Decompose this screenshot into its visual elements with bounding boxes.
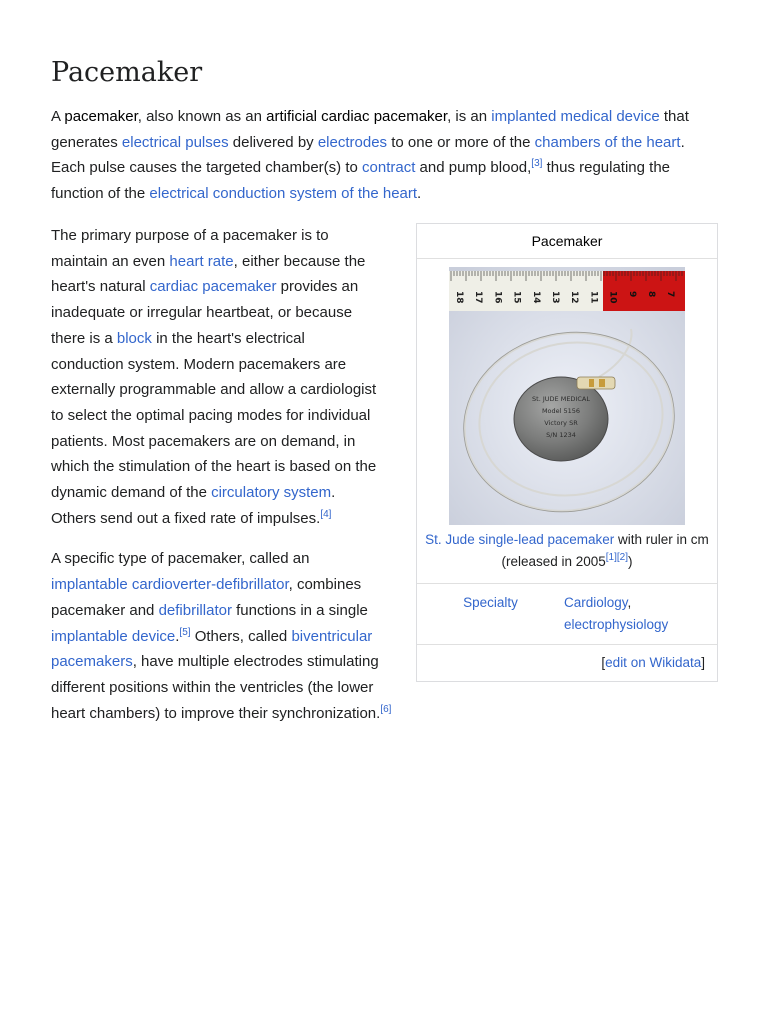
citation-5[interactable]: [5] (179, 626, 191, 638)
link-defibrillator[interactable]: defibrillator (158, 601, 232, 619)
text: . Each pulse causes the targeted chamber(s) to (51, 133, 685, 177)
link-electrophysiology[interactable]: electrophysiology (564, 617, 669, 632)
text: functions in a single (231, 601, 368, 619)
link-edit-on-wikidata[interactable]: edit on Wikidata (605, 655, 702, 670)
text: , have multiple electrodes stimulating different positions within the ventricles (the lower heart chambers) to improve their synchronization. (51, 653, 381, 722)
ruler-number: 14 (530, 291, 541, 304)
text: . (175, 627, 180, 645)
text: to one or more of the (387, 133, 535, 151)
lead-paragraph (51, 104, 718, 207)
ruler-number: 13 (550, 291, 560, 304)
article-body (51, 223, 718, 726)
link-circulatory-system[interactable]: circulatory system (211, 484, 332, 502)
link-chambers-of-the-heart[interactable]: chambers of the heart (534, 133, 681, 151)
text: A specific type of pacemaker, called an (51, 550, 310, 568)
text: , combines pacemaker and (51, 576, 362, 619)
bold-term: artificial cardiac pacemaker (266, 108, 448, 125)
ruler-number: 18 (454, 291, 464, 304)
infobox-edit (417, 645, 717, 681)
engraving-line: S/N 1234 (546, 431, 576, 439)
text: . Others send out a fixed rate of impulses. (51, 484, 336, 527)
citation-6[interactable]: [6] (380, 703, 392, 715)
text: that generates (51, 108, 689, 151)
link-specialty[interactable]: Specialty (463, 595, 518, 610)
link-implantable-device[interactable]: implantable device (51, 627, 176, 645)
link-cardiac-pacemaker[interactable]: cardiac pacemaker (149, 278, 277, 296)
ruler-number: 8 (646, 291, 656, 298)
ruler-number: 11 (588, 291, 599, 304)
ruler-number: 12 (569, 291, 580, 304)
infobox-image-container (417, 259, 717, 529)
citation-1[interactable]: [1] (605, 552, 617, 563)
text: , (627, 595, 632, 610)
pacemaker-photo[interactable] (449, 267, 685, 525)
text: provides an inadequate or irregular heartbeat, or because there is a (51, 278, 359, 347)
link-st-jude-pacemaker[interactable]: St. Jude single-lead pacemaker (425, 532, 615, 547)
link-cardiology[interactable]: Cardiology (564, 595, 628, 610)
text: , either because the heart's natural (51, 252, 366, 296)
link-icd[interactable]: implantable cardioverter-defibrillator (51, 576, 289, 594)
link-block[interactable]: block (116, 329, 152, 347)
link-heart-rate[interactable]: heart rate (169, 252, 234, 270)
infobox (416, 223, 718, 682)
link-electrical-conduction-system[interactable]: electrical conduction system of the heart (149, 185, 418, 203)
infobox-caption (417, 529, 717, 584)
page-title: Pacemaker (51, 57, 203, 88)
text: in the heart's electrical conduction system. Modern pacemakers are externally programmable and allow a cardiologist to select the optimal pacing modes for individual patients. Most pacemakers are on demand, in which the stimulation of the heart is based on the dynamic demand of the (51, 329, 377, 502)
ruler-number: 10 (607, 291, 618, 304)
text: . (417, 185, 422, 203)
link-implanted-medical-device[interactable]: implanted medical device (491, 108, 660, 125)
link-contract[interactable]: contract (362, 159, 416, 177)
specialty-value (564, 592, 717, 636)
text: delivered by (228, 133, 318, 151)
infobox-row-specialty (417, 584, 717, 645)
ruler-number: 7 (665, 291, 676, 298)
specialty-label (417, 592, 564, 636)
text: , also known as an (137, 108, 267, 125)
engraving-line: Model 5156 (541, 407, 581, 415)
infobox-title: Pacemaker (417, 224, 717, 259)
ruler-number: 16 (492, 291, 503, 304)
link-electrodes[interactable]: electrodes (317, 133, 388, 151)
text: The primary purpose of a pacemaker is to maintain an even (51, 227, 329, 270)
citation-3[interactable]: [3] (531, 158, 543, 170)
citation-4[interactable]: [4] (320, 508, 332, 520)
ruler-number: 15 (511, 291, 522, 304)
text: ) (628, 554, 633, 569)
ruler-number: 9 (626, 291, 637, 298)
citation-2[interactable]: [2] (616, 552, 629, 563)
bracket: [ (601, 655, 606, 670)
bold-term: pacemaker (64, 108, 138, 125)
text: Others, called (190, 627, 292, 645)
engraving-line: St. JUDE MEDICAL (532, 395, 590, 403)
bracket: ] (701, 655, 705, 670)
pacemaker-header (577, 377, 615, 389)
link-biventricular-pacemakers[interactable]: biventricular pacemakers (51, 627, 373, 671)
engraving-line: Victory SR (544, 419, 578, 427)
text: thus regulating the function of the (51, 159, 671, 203)
text: A (51, 108, 65, 125)
text: with ruler in cm (released in 2005 (501, 532, 709, 569)
ruler-number: 17 (473, 291, 484, 304)
text: , is an (447, 108, 492, 125)
text: and pump blood, (415, 159, 532, 177)
link-electrical-pulses[interactable]: electrical pulses (121, 133, 229, 151)
